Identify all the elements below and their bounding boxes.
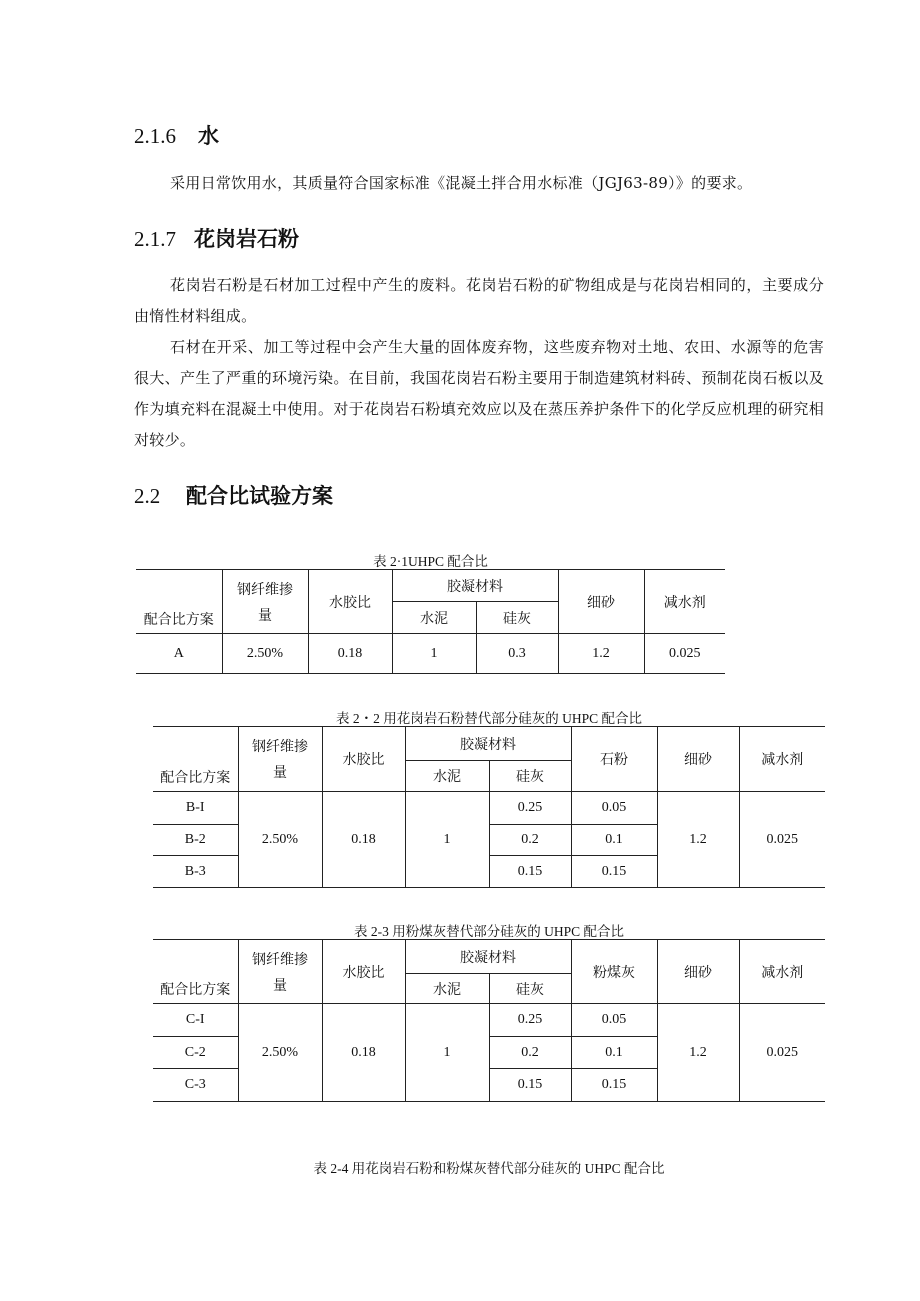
cell-fly-ash: 0.05: [571, 1004, 657, 1037]
cell-water-binder: 0.18: [308, 634, 392, 674]
cell-reducer: 0.025: [644, 634, 725, 674]
cell-cement: 1: [405, 1004, 489, 1102]
cell-sand: 1.2: [558, 634, 644, 674]
cell-silica: 0.3: [476, 634, 558, 674]
table-row: [153, 1004, 825, 1037]
cell-silica: 0.2: [489, 1037, 571, 1069]
cell-fiber: 2.50%: [238, 792, 322, 888]
header-sand: 细砂: [657, 940, 739, 1004]
cell-reducer: 0.025: [739, 1004, 825, 1102]
header-fly-ash: 粉煤灰: [571, 940, 657, 1004]
header-cement: 水泥: [405, 974, 489, 1004]
cell-stone-powder: 0.05: [571, 792, 657, 825]
table-row: [136, 634, 725, 674]
header-binder: 胶凝材料: [405, 940, 571, 974]
cell-scheme: A: [136, 634, 222, 674]
paragraph-water: 采用日常饮用水，其质量符合国家标准《混凝土拌合用水标准（JGJ63-89）》的要求。: [170, 174, 753, 192]
header-scheme: 配合比方案: [153, 940, 238, 1004]
header-fiber-line1: 钢纤维掺: [237, 582, 293, 598]
header-fiber: [238, 727, 322, 792]
heading-2-2: [134, 480, 333, 510]
header-reducer: 减水剂: [739, 727, 825, 792]
header-silica: 硅灰: [476, 602, 558, 634]
cell-silica: 0.15: [489, 856, 571, 888]
cell-water-binder: 0.18: [322, 1004, 405, 1102]
cell-water-binder: 0.18: [322, 792, 405, 888]
cell-scheme: B-3: [153, 856, 238, 888]
header-scheme: 配合比方案: [136, 570, 222, 634]
header-silica: 硅灰: [489, 761, 571, 792]
heading-2-1-7: [134, 223, 299, 253]
table1: [136, 569, 725, 674]
header-water-binder: 水胶比: [308, 570, 392, 634]
table3-caption: 表 2-3 用粉煤灰替代部分硅灰的 UHPC 配合比: [353, 924, 624, 939]
cell-sand: 1.2: [657, 1004, 739, 1102]
header-binder: 胶凝材料: [392, 570, 558, 602]
heading-title: 花岗岩石粉: [194, 227, 299, 251]
header-fiber: [238, 940, 322, 1004]
header-fiber-line2: 量: [273, 978, 287, 994]
heading-number: 2.1.7: [134, 227, 176, 251]
cell-fiber: 2.50%: [222, 634, 308, 674]
table3: [153, 939, 825, 1102]
heading-number: 2.1.6: [134, 124, 176, 148]
cell-silica: 0.2: [489, 825, 571, 856]
header-fiber: [222, 570, 308, 634]
header-sand: 细砂: [657, 727, 739, 792]
table1-caption: 表 2·1UHPC 配合比: [373, 554, 488, 569]
cell-cement: 1: [405, 792, 489, 888]
cell-silica: 0.25: [489, 792, 571, 825]
heading-number: 2.2: [134, 484, 161, 508]
cell-scheme: B-2: [153, 825, 238, 856]
header-water-binder: 水胶比: [322, 727, 405, 792]
header-water-binder: 水胶比: [322, 940, 405, 1004]
table2: [153, 726, 825, 888]
table4-caption: 表 2-4 用花岗岩石粉和粉煤灰替代部分硅灰的 UHPC 配合比: [313, 1161, 665, 1176]
header-sand: 细砂: [558, 570, 644, 634]
cell-fly-ash: 0.1: [571, 1037, 657, 1069]
cell-scheme: C-2: [153, 1037, 238, 1069]
table-row: [153, 792, 825, 825]
heading-title: 配合比试验方案: [186, 484, 333, 508]
header-fiber-line2: 量: [273, 766, 287, 781]
cell-stone-powder: 0.1: [571, 825, 657, 856]
cell-scheme: B-I: [153, 792, 238, 825]
cell-scheme: C-3: [153, 1069, 238, 1102]
cell-reducer: 0.025: [739, 792, 825, 888]
cell-stone-powder: 0.15: [571, 856, 657, 888]
cell-fiber: 2.50%: [238, 1004, 322, 1102]
header-binder: 胶凝材料: [405, 727, 571, 761]
header-cement: 水泥: [392, 602, 476, 634]
header-fiber-line1: 钢纤维掺: [252, 952, 308, 968]
header-reducer: 减水剂: [739, 940, 825, 1004]
paragraph-granite-2: 石材在开采、加工等过程中会产生大量的固体废弃物，这些废弃物对土地、农田、水源等的危害很大、产生了严重的环境污染。在目前，我国花岗岩石粉主要用于制造建筑材料砖、预制花岗石板以及作为填充料在混凝土中使用。对于花岗岩石粉填充效应以及在蒸压养护条件下的化学反应机理的研究相对较少。: [134, 338, 824, 449]
header-reducer: 减水剂: [644, 570, 725, 634]
table2-caption: 表 2・2 用花岗岩石粉替代部分硅灰的 UHPC 配合比: [335, 711, 642, 726]
heading-title: 水: [198, 124, 219, 148]
cell-scheme: C-I: [153, 1004, 238, 1037]
header-stone-powder: 石粉: [571, 727, 657, 792]
cell-fly-ash: 0.15: [571, 1069, 657, 1102]
header-cement: 水泥: [405, 761, 489, 792]
header-fiber-line1: 钢纤维掺: [252, 740, 308, 755]
heading-2-1-6: [134, 120, 219, 150]
cell-cement: 1: [392, 634, 476, 674]
paragraph-granite-1: 花岗岩石粉是石材加工过程中产生的废料。花岗岩石粉的矿物组成是与花岗岩相同的，主要成分由惰性材料组成。: [134, 276, 824, 325]
header-scheme: 配合比方案: [153, 727, 238, 792]
header-fiber-line2: 量: [258, 608, 272, 624]
cell-silica: 0.25: [489, 1004, 571, 1037]
cell-silica: 0.15: [489, 1069, 571, 1102]
cell-sand: 1.2: [657, 792, 739, 888]
header-silica: 硅灰: [489, 974, 571, 1004]
